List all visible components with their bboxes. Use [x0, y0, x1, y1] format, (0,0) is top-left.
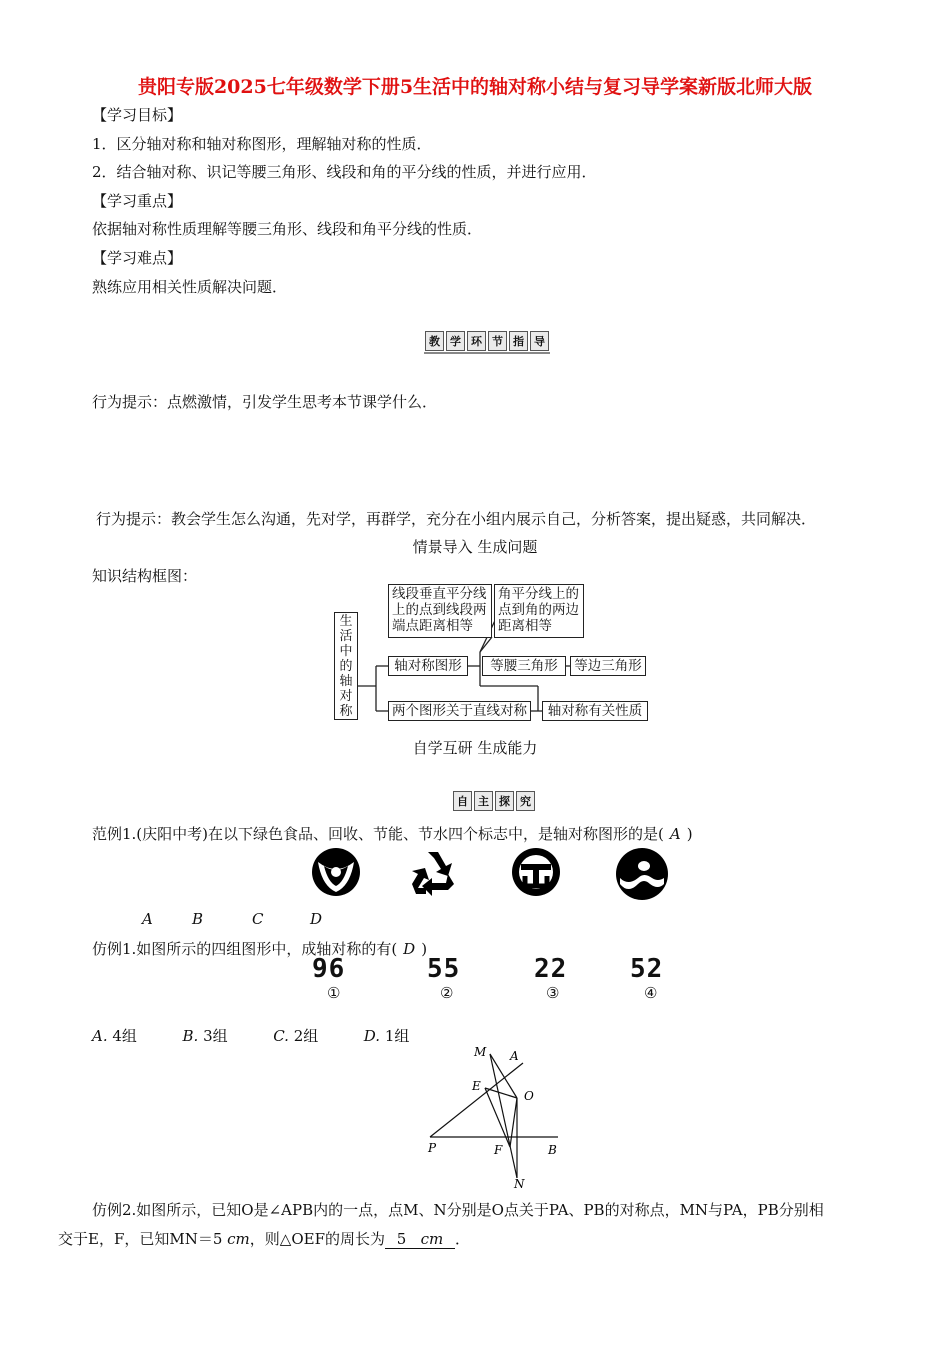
digit-number-3: ③ — [546, 984, 560, 1002]
label-p: P — [428, 1141, 437, 1155]
label-n: N — [514, 1177, 525, 1190]
example-1 — [92, 823, 693, 844]
banner-char: 自 — [453, 791, 472, 811]
label-b: B — [548, 1143, 557, 1157]
digit-number-4: ④ — [644, 984, 658, 1002]
section-self-study: 自学互研 生成能力 — [412, 739, 538, 757]
label-e: E — [472, 1079, 481, 1093]
option-label: A. — [92, 1027, 108, 1045]
diagram-isosceles: 等腰三角形 — [482, 656, 566, 676]
label-f: F — [494, 1143, 503, 1157]
goals-heading: 【学习目标】 — [92, 106, 183, 124]
diagram-perpendicular-bisector: 线段垂直平分线上的点到线段两端点距离相等 — [388, 584, 492, 638]
digit-number-1: ① — [327, 984, 341, 1002]
label-m: M — [474, 1045, 487, 1059]
banner-char: 导 — [530, 331, 549, 351]
diagram-two-figures: 两个图形关于直线对称 — [388, 701, 531, 721]
imitation-2-text: 交于E，F，已知MN＝5 — [58, 1230, 228, 1248]
imitation-1-text: 仿例1.如图所示的四组图形中，成轴对称的有( — [92, 940, 398, 958]
imitation-2-unit: cm — [227, 1230, 250, 1248]
segment-of — [510, 1098, 517, 1147]
digit-group-3: 22 — [534, 954, 568, 984]
diagram-properties: 轴对称有关性质 — [542, 701, 648, 721]
option-c: C — [252, 910, 264, 928]
banner-char: 主 — [474, 791, 493, 811]
example-1-text: 范例1.(庆阳中考)在以下绿色食品、回收、节能、节水四个标志中，是轴对称图形的是( — [92, 825, 664, 843]
digit-group-2: 55 — [427, 954, 461, 984]
energy-saving-logo-icon — [510, 846, 562, 898]
key-text: 依据轴对称性质理解等腰三角形、线段和角平分线的性质． — [92, 220, 483, 238]
answer-blank — [385, 1230, 455, 1249]
behavior-hint-1: 行为提示：点燃激情，引发学生思考本节课学什么． — [92, 393, 438, 411]
banner-char: 指 — [509, 331, 528, 351]
green-food-logo-icon — [310, 846, 362, 898]
example-1-answer: A — [669, 825, 681, 843]
banner-char: 探 — [495, 791, 514, 811]
diagram-angle-bisector: 角平分线上的点到角的两边距离相等 — [494, 584, 584, 638]
teaching-guide-banner — [424, 330, 550, 354]
label-a: A — [510, 1049, 519, 1063]
option-label: C. — [273, 1027, 289, 1045]
segment-mn — [490, 1054, 517, 1178]
imitation-2-line-1: 仿例2.如图所示，已知O是∠APB内的一点，点M、N分别是O点关于PA、PB的对称点，MN与PA，PB分别相 — [92, 1201, 824, 1219]
option-text: 1组 — [384, 1027, 410, 1045]
digit-group-4: 52 — [630, 954, 664, 984]
imitation-1-options — [92, 1025, 409, 1046]
digit-number-2: ② — [440, 984, 454, 1002]
difficulty-heading: 【学习难点】 — [92, 249, 183, 267]
banner-char: 究 — [516, 791, 535, 811]
option-text: 3组 — [203, 1027, 228, 1045]
banner-char: 节 — [488, 331, 507, 351]
diagram-axis-figure: 轴对称图形 — [388, 656, 468, 676]
difficulty-text: 熟练应用相关性质解决问题． — [92, 278, 288, 296]
section-scenario: 情景导入 生成问题 — [412, 538, 538, 556]
option-b: B — [192, 910, 204, 928]
banner-char: 学 — [446, 331, 465, 351]
diagram-equilateral: 等边三角形 — [570, 656, 646, 676]
banner-char: 环 — [467, 331, 486, 351]
imitation-1-close: ) — [421, 940, 428, 958]
banner-char: 教 — [425, 331, 444, 351]
option-label: D. — [363, 1027, 381, 1045]
page-title: 贵阳专版2025七年级数学下册5生活中的轴对称小结与复习导学案新版北师大版 — [137, 76, 813, 98]
answer-unit: cm — [420, 1230, 444, 1248]
option-text: 4组 — [112, 1027, 137, 1045]
goal-1: 1．区分轴对称和轴对称图形，理解轴对称的性质． — [92, 135, 432, 153]
imitation-1-answer: D — [403, 940, 416, 958]
imitation-2-end: ． — [454, 1230, 470, 1248]
answer-number: 5 — [396, 1230, 407, 1248]
digit-group-1: 96 — [312, 954, 346, 984]
self-explore-banner — [452, 790, 536, 812]
ray-pa — [430, 1063, 523, 1137]
option-a: A — [142, 910, 153, 928]
imitation-2-line-2 — [58, 1228, 470, 1249]
geometry-figure — [420, 1040, 570, 1190]
recycle-icon — [408, 848, 458, 898]
key-heading: 【学习重点】 — [92, 192, 183, 210]
example-1-close: ) — [686, 825, 693, 843]
goal-2: 2．结合轴对称、识记等腰三角形、线段和角的平分线的性质，并进行应用． — [92, 163, 597, 181]
behavior-hint-2: 行为提示：教会学生怎么沟通，先对学，再群学，充分在小组内展示自己，分析答案，提出疑惑，共同解决． — [96, 510, 817, 528]
option-text: 2组 — [293, 1027, 319, 1045]
imitation-2-text-b: ，则△OEF的周长为 — [249, 1230, 385, 1248]
framework-label: 知识结构框图： — [92, 567, 198, 585]
label-o: O — [524, 1089, 534, 1103]
water-saving-logo-icon — [614, 846, 670, 902]
option-label: B. — [182, 1027, 199, 1045]
option-d: D — [310, 910, 323, 928]
imitation-1 — [92, 938, 427, 959]
diagram-root: 生活中的轴对称 — [334, 612, 358, 720]
